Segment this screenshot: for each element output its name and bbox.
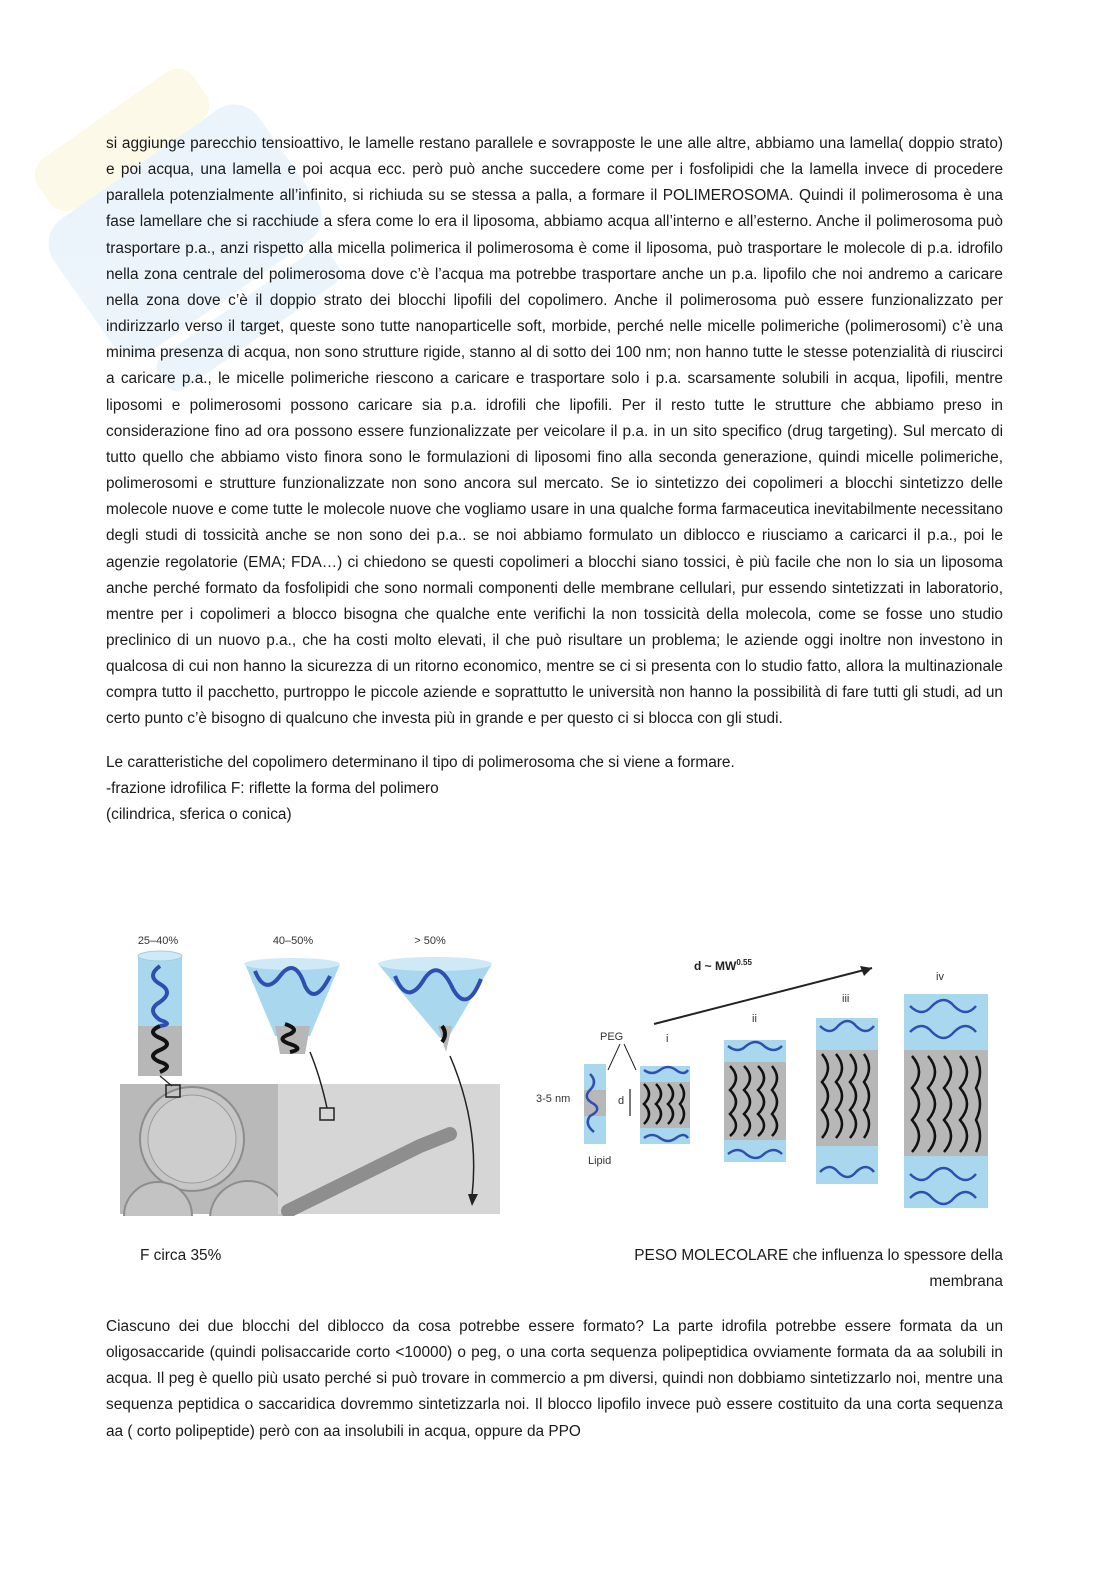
shape-line: (cilindrica, sferica o conica) (106, 805, 292, 823)
polymersome-stage-ii (724, 1013, 786, 1162)
body-paragraph-1: si aggiunge parecchio tensioattivo, le lamelle restano parallele e sovrapposte le une alle altre, abbiamo una lamella( doppio strato) e poi acqua, una lamella e poi acqua ecc. però può anche succedere come per i fosfolipidi che la lamella invece di procedere parallela potenzialmente all’infinito, si richiuda su se stessa a palla, a formare il POLIMEROSOMA. Quindi il polimerosoma è una fase lamellare che si racchiude a sfera come lo era il liposoma, abbiamo acqua all’interno e all’esterno. Anche il polimerosoma può trasportare p.a., anzi rispetto alla micella polimerica il polimerosoma è come il liposoma, può trasportare le molecole di p.a. idrofilo nella zona centrale del polimerosoma dove c’è l’acqua ma potrebbe trasportare anche un p.a. lipofilo che noi andremo a caricare nella zona dove c’è il doppio strato dei blocchi lipofili del copolimero. Anche il polimerosoma può essere funzionalizzato per indirizzarlo verso il target, queste sono tutte nanoparticelle soft, morbide, perché nelle micelle polimeriche (polimerosomi) c’è una minima presenza di acqua, non sono strutture rigide, stanno al di sotto dei 100 nm; non hanno tutte le stesse potenzialità di riuscirci a caricare p.a., le micelle polimeriche riescono a caricare e trasportare solo i p.a. scarsamente solubili in acqua, lipofili, mentre liposomi e polimerosomi possono caricare sia p.a. idrofili che lipofili. Per il resto tutte le strutture che abbiamo preso in considerazione fino ad ora possono essere funzionalizzate per veicolare il p.a. in un sito specifico (drug targeting). Sul mercato di tutto quello che abbiamo visto finora sono le formulazioni di liposomi fino alla seconda generazione, quindi micelle polimeriche, polimerosomi e strutture funzionalizzate non sono ancora sul mercato. Se io sintetizzo dei copolimeri a blocchi sintetizzo delle molecole nuove e come tutte le molecole nuove che vogliamo usare in una qualche forma farmaceutica inevitabilmente necessitano degli studi di tossicità anche se non sono dei p.a.. se noi abbiamo formulato un diblocco e riusciamo a caricarci il p.a., poi le agenzie regolatorie (EMA; FDA…) ci chiedono se questi copolimeri a blocchi siano tossici, è più facile che non lo sia un liposoma anche perché formato da fosfolipidi che sono normali componenti delle membrane cellulari, pur essendo sintetizzati in laboratorio, mentre per i copolimeri a blocco bisogna che qualche ente verifichi la non tossicità della molecola, come se fosse uno studio preclinico di un nuovo p.a., che ha costi molto elevati, il che può risultare un problema; le aziende oggi inoltre non investono in qualcosa di cui non hanno la sicurezza di un ritorno economico, mentre se ci si presenta con lo studio fatto, allora la multinazionale compra tutto il pacchetto, purtroppo le piccole aziende e soprattutto le università non hanno la possibilità di fare tutti gli studi, ad un certo punto c’è bisogno di qualcuno che investa più in grande e per questo ci si blocca con gli studi. (106, 135, 1003, 728)
polymersome-stage-iii (816, 993, 878, 1184)
figure-membrane-thickness (534, 954, 996, 1216)
stage-label-ii: ii (752, 1013, 757, 1025)
cylinder-shape (138, 951, 182, 1076)
fraction-label-1: 25–40% (137, 935, 179, 947)
hydrophilic-fraction-line: -frazione idrofilica F: riflette la forma del polimero (106, 779, 439, 797)
fraction-label-3: > 50% (414, 935, 446, 947)
d-label: d (618, 1095, 625, 1107)
peg-label: PEG (600, 1031, 624, 1043)
stage-label-i: i (666, 1033, 669, 1045)
caption-right: PESO MOLECOLARE che influenza lo spessore della membrana (634, 1247, 1003, 1290)
truncated-cone-shape (244, 958, 340, 1054)
micrograph-worms (278, 1052, 500, 1214)
lipid-label: Lipid (588, 1155, 612, 1167)
formula-label: d ~ $MW^{0.55}$ (694, 958, 752, 973)
polymersome-stage-i (640, 1033, 690, 1144)
body-paragraph-2: Ciascuno dei due blocchi del diblocco da cosa potrebbe essere formato? La parte idrofila potrebbe essere formata da un oligosaccaride (quindi polisaccaride corto <10000) o peg, o una corta sequenza polipeptidica ovviamente formata da aa solubili in acqua. Il peg è quello più usato perché si può trovare in commercio a pm diversi, quindi non dobbiamo sintetizzarlo noi, mentre una sequenza peptidica o saccaridica dovremmo sintetizzarla noi. Il blocco lipofilo invece può essere costituito da una corta sequenza aa ( corto polipeptide) però con aa insolubili in acqua, oppure da PPO (106, 1318, 1003, 1440)
caption-left: F circa 35% (140, 1247, 222, 1264)
section-intro-line: Le caratteristiche del copolimero determinano il tipo di polimerosoma che si viene a formare. (106, 753, 735, 771)
stage-label-iii: iii (842, 993, 850, 1005)
fraction-label-2: 40–50% (272, 935, 314, 947)
figure-hydrophilic-fraction (120, 926, 500, 1216)
micrograph-vesicles (120, 1076, 292, 1216)
stage-label-iv: iv (936, 971, 944, 983)
lipid-bilayer (584, 1064, 606, 1144)
polymersome-stage-iv (904, 971, 988, 1208)
scale-label: 3-5 nm (536, 1093, 571, 1105)
cone-shape (378, 957, 492, 1052)
